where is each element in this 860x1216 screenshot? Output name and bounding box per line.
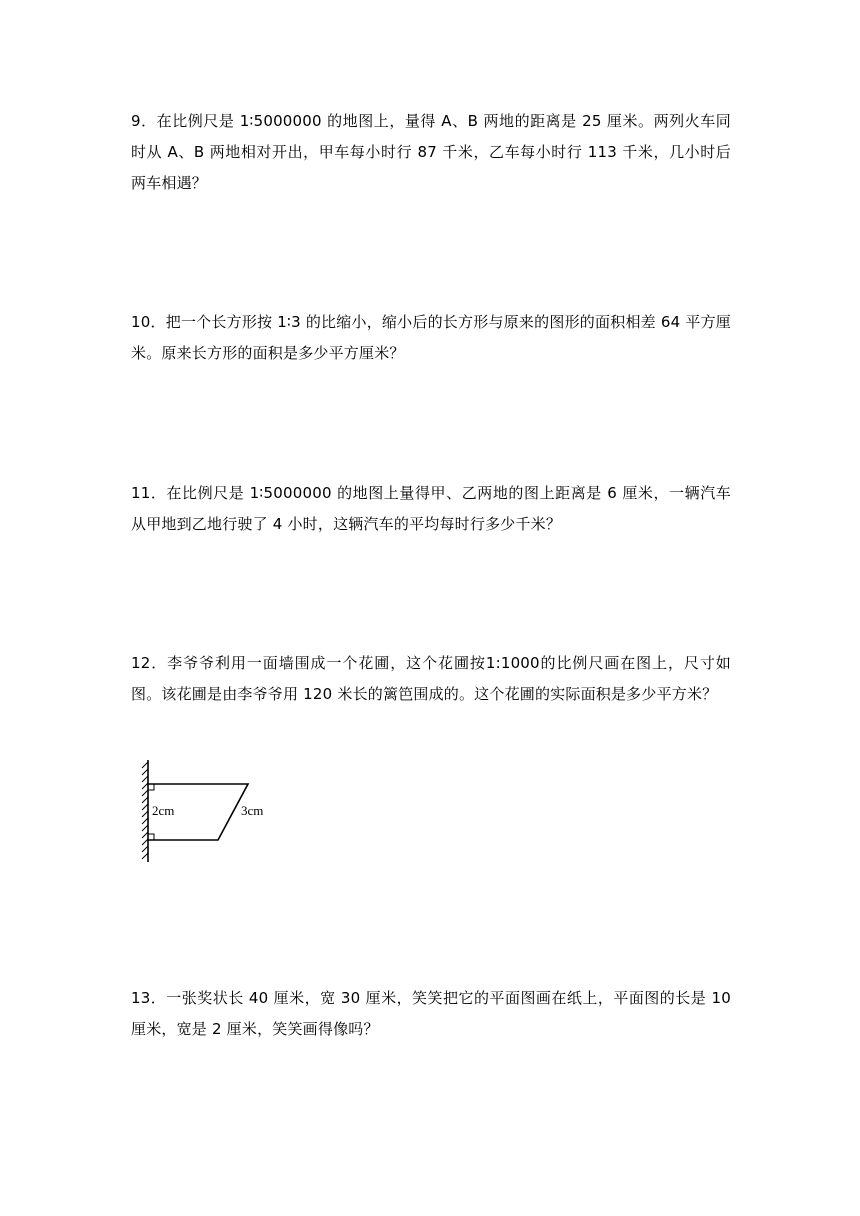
garden-figure [138, 758, 288, 868]
problem-12 [131, 648, 731, 710]
wall-hatching [142, 762, 148, 859]
height-label: 2cm [152, 803, 175, 818]
problem-11 [131, 478, 731, 540]
garden-diagram [138, 758, 288, 868]
right-angle-bottom-marker [148, 834, 154, 840]
problem-9 [131, 106, 731, 199]
problem-9-text: 9．在比例尺是 1∶5000000 的地图上，量得 A、B 两地的距离是 25 厘米。两列火车同时从 A、B 两地相对开出，甲车每小时行 87 千米，乙车每小时行 113 千米，几小时后两车相遇？ [131, 112, 731, 192]
problem-12-text: 12．李爷爷利用一面墙围成一个花圃，这个花圃按1:1000的比例尺画在图上，尺寸如图。该花圃是由李爷爷用 120 米长的篱笆围成的。这个花圃的实际面积是多少平方米？ [131, 654, 731, 703]
right-angle-top-marker [148, 784, 154, 790]
problem-10 [131, 307, 731, 369]
problem-10-text: 10．把一个长方形按 1∶3 的比缩小，缩小后的长方形与原来的图形的面积相差 64 平方厘米。原来长方形的面积是多少平方厘米？ [131, 313, 731, 362]
slant-label: 3cm [241, 803, 264, 818]
problem-13-text: 13．一张奖状长 40 厘米，宽 30 厘米，笑笑把它的平面图画在纸上，平面图的长是 10 厘米，宽是 2 厘米，笑笑画得像吗？ [131, 989, 731, 1038]
problem-11-text: 11．在比例尺是 1∶5000000 的地图上量得甲、乙两地的图上距离是 6 厘米，一辆汽车从甲地到乙地行驶了 4 小时，这辆汽车的平均每时行多少千米？ [131, 484, 731, 533]
problem-13 [131, 983, 731, 1045]
